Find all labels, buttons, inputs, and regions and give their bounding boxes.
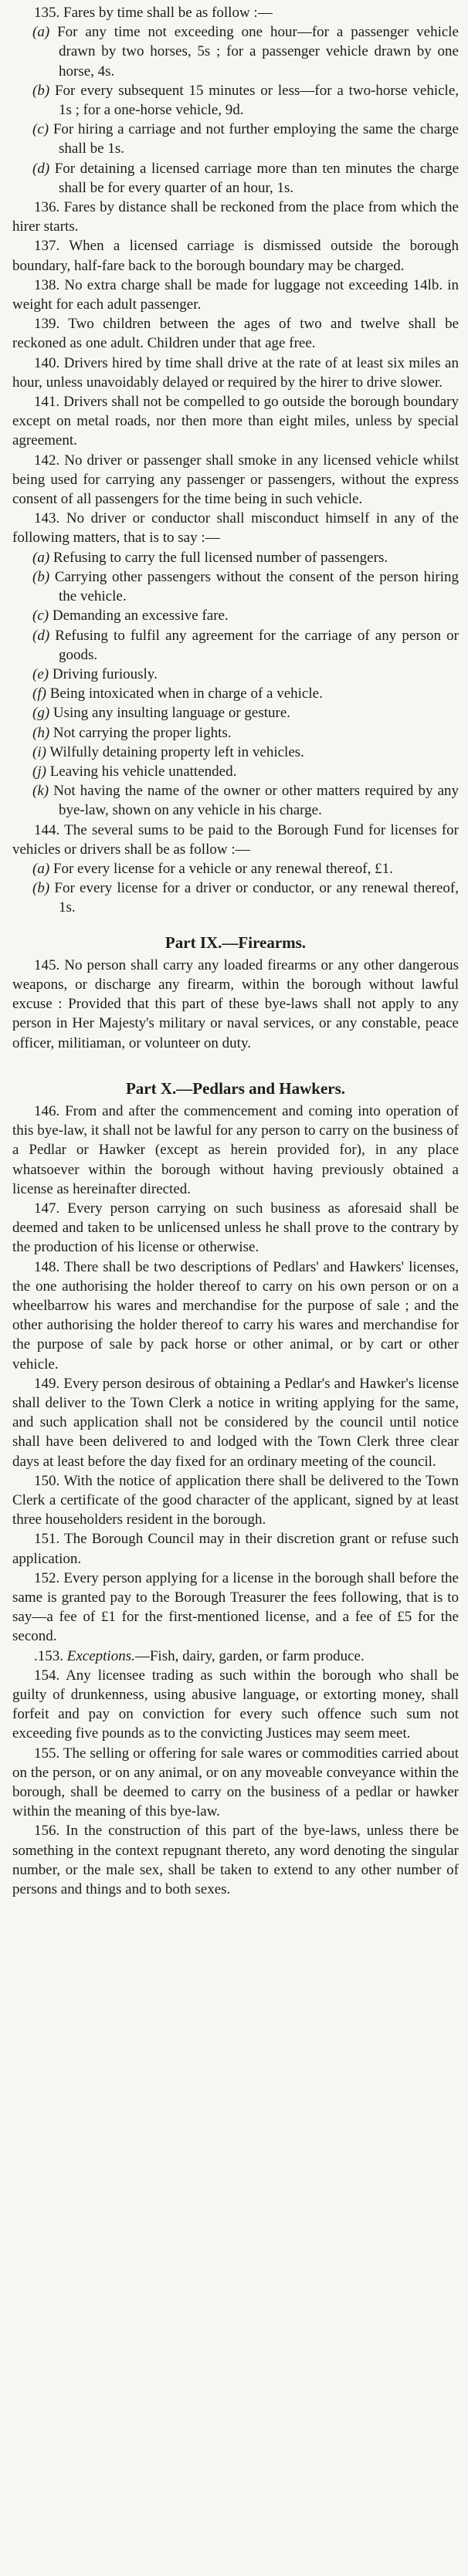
item-text: Refusing to fulfil any agreement for the carriage of any person or goods. (55, 627, 459, 663)
clause-item (12, 762, 459, 781)
item-label: (k) (32, 783, 49, 800)
clause-text: —Fish, dairy, garden, or farm produce. (134, 1647, 365, 1664)
item-text: Leaving his vehicle unattended. (49, 763, 237, 780)
clause-152: 152. Every person applying for a license in the borough shall before the same is granted pay to the Borough Treasurer the fees following, that is to say—a fee of £1 for the first-mentioned license, and a fee of £5 for the second. (12, 1569, 459, 1645)
clause-item (12, 743, 459, 762)
clause-140: 140. Drivers hired by time shall drive at the rate of at least six miles an hour, unless unavoidably delayed or required by the hirer to drive slower. (12, 354, 459, 391)
clause-153 (12, 1647, 459, 1666)
clause-144 (12, 821, 459, 918)
item-label: (c) (32, 121, 49, 138)
item-text: For hiring a carriage and not further employing the same the charge shall be 1s. (53, 121, 459, 157)
clause-148: 148. There shall be two descriptions of Pedlars' and Hawkers' licenses, the one authorising the holder thereof to carry on his own person or on a wheelbarrow his wares and merchandise for the purpose of sale ; and the other authorising the holder thereof to carry his wares and merchandise for the purpose of sale by pack horse or other animal, or by cart or other vehicle. (12, 1258, 459, 1373)
item-label: (b) (32, 82, 50, 99)
item-text: Carrying other passengers without the consent of the person hiring the vehicle. (54, 568, 459, 605)
part-heading-firearms: Part IX.—Firearms. (164, 933, 307, 952)
item-text: For any time not exceeding one hour—for a passenger vehicle drawn by two horses, 5s ; for a passenger vehicle drawn by one horse, 4s. (57, 24, 459, 80)
clause-caption: Exceptions. (66, 1647, 135, 1664)
item-text: Driving furiously. (52, 665, 158, 682)
item-label: (g) (32, 705, 50, 722)
clause-151: 151. The Borough Council may in their discretion grant or refuse such application. (12, 1531, 459, 1567)
clause-item (12, 81, 459, 120)
clause-item (12, 665, 459, 684)
clause-147: 147. Every person carrying on such business as aforesaid shall be deemed and taken to be unlicensed unless he shall prove to the contrary by the production of his license or otherwise. (12, 1200, 459, 1256)
item-label: (b) (32, 568, 50, 585)
item-text: For detaining a licensed carriage more than ten minutes the charge shall be for every quarter of an hour, 1s. (54, 160, 459, 196)
part-heading-pedlars-hawkers: Part X.—Pedlars and Hawkers. (125, 1078, 346, 1098)
clause-143 (12, 509, 459, 820)
clause-text: 143. No driver or conductor shall misconduct himself in any of the following matters, that is to say :— (12, 510, 459, 547)
clause-text: 135. Fares by time shall be as follow :— (34, 5, 273, 21)
item-label: (i) (32, 743, 46, 760)
clause-text: 144. The several sums to be paid to the Borough Fund for licenses for vehicles or drivers shall be as follow :— (12, 821, 459, 858)
clause-142: 142. No driver or passenger shall smoke in any licensed vehicle whilst being used for carrying any passenger or passengers, without the express consent of all passengers for the time being in such vehicle. (12, 452, 459, 508)
item-label: (a) (32, 24, 50, 41)
clause-154: 154. Any licensee trading as such within the borough who shall be guilty of drunkenness, using abusive language, or extorting money, shall forfeit and pay on conviction for every such offence such sum not exceeding five pounds as to the convicting Justices may seem meet. (12, 1667, 459, 1742)
clause-number: .153. (34, 1647, 67, 1664)
item-label: (a) (32, 860, 50, 877)
item-label: (h) (32, 724, 50, 741)
clause-item (12, 684, 459, 703)
item-text: For every subsequent 15 minutes or less—for a two-horse vehicle, 1s ; for a one-horse vehicle, 9d. (54, 82, 460, 119)
item-label: (c) (32, 608, 49, 625)
item-label: (d) (32, 627, 50, 644)
item-text: For every license for a vehicle or any renewal thereof, £1. (53, 860, 393, 877)
clause-item (12, 859, 459, 878)
item-label: (a) (32, 549, 50, 566)
clause-item (12, 703, 459, 723)
item-label: (d) (32, 160, 50, 177)
clause-138: 138. No extra charge shall be made for luggage not exceeding 14lb. in weight for each adult passenger. (12, 276, 459, 313)
clause-141: 141. Drivers shall not be compelled to go outside the borough boundary except on metal roads, nor then more than eight miles, unless by special agreement. (12, 394, 459, 449)
clause-137: 137. When a licensed carriage is dismissed outside the borough boundary, half-fare back to the borough boundary may be charged. (12, 238, 459, 274)
clause-item (12, 626, 459, 665)
item-text: Not having the name of the owner or other matters required by any bye-law, shown on any vehicle in his charge. (53, 783, 459, 819)
clause-item (12, 723, 459, 743)
clause-item (12, 606, 459, 625)
clause-146: 146. From and after the commencement and coming into operation of this bye-law, it shall not be lawful for any person to carry on the business of a Pedlar or Hawker (except as herein provided for), in any place whatsoever within the borough without having previously obtained a license as hereinafter directed. (12, 1102, 459, 1197)
item-label: (j) (32, 763, 46, 780)
clause-item (12, 159, 459, 198)
item-text: Refusing to carry the full licensed number of passengers. (53, 549, 388, 566)
item-label: (b) (32, 880, 50, 897)
item-text: For every license for a driver or conductor, or any renewal thereof, 1s. (54, 880, 459, 916)
clause-item (12, 878, 459, 917)
item-text: Being intoxicated when in charge of a vehicle. (49, 685, 323, 702)
clause-139: 139. Two children between the ages of two and twelve shall be reckoned as one adult. Children under that age free. (12, 316, 459, 352)
clause-item (12, 120, 459, 158)
clause-155: 155. The selling or offering for sale wares or commodities carried about on the person, or on any animal, or on any moveable conveyance within the borough, shall be deemed to carry on the business of a pedlar or hawker within the meaning of this bye-law. (12, 1745, 459, 1820)
item-label: (e) (32, 665, 49, 682)
item-text: Demanding an excessive fare. (52, 608, 229, 625)
clause-item (12, 781, 459, 820)
clause-149: 149. Every person desirous of obtaining a Pedlar's and Hawker's license shall deliver to the Town Clerk a notice in writing applying for the same, and such application shall not be considered by the council until notice shall have been delivered to and lodged with the Town Clerk three clear days at least before the day fixed for an ordinary meeting of the council. (12, 1375, 459, 1470)
clause-item (12, 567, 459, 606)
clause-156: 156. In the construction of this part of the bye-laws, unless there be something in the context repugnant thereto, any word denoting the singular number, or the male sex, shall be taken to extend to any other number of persons and things and to both sexes. (12, 1823, 459, 1898)
clause-136: 136. Fares by distance shall be reckoned from the place from which the hirer starts. (12, 199, 459, 235)
item-text: Wilfully detaining property left in vehicles. (49, 743, 304, 760)
item-text: Not carrying the proper lights. (53, 724, 232, 741)
clause-item (12, 548, 459, 567)
item-label: (f) (32, 685, 46, 702)
clause-item (12, 22, 459, 81)
clause-135 (12, 3, 459, 198)
clause-150: 150. With the notice of application there shall be delivered to the Town Clerk a certificate of the good character of the applicant, signed by at least three householders resident in the borough. (12, 1472, 459, 1528)
item-text: Using any insulting language or gesture. (53, 705, 291, 722)
clause-145: 145. No person shall carry any loaded firearms or any other dangerous weapons, or discharge any firearm, within the borough without lawful excuse : Provided that this part of these bye-laws shall not apply to any person in Her Majesty's military or naval services, or any constable, peace officer, militiaman, or volunteer on duty. (12, 956, 459, 1051)
